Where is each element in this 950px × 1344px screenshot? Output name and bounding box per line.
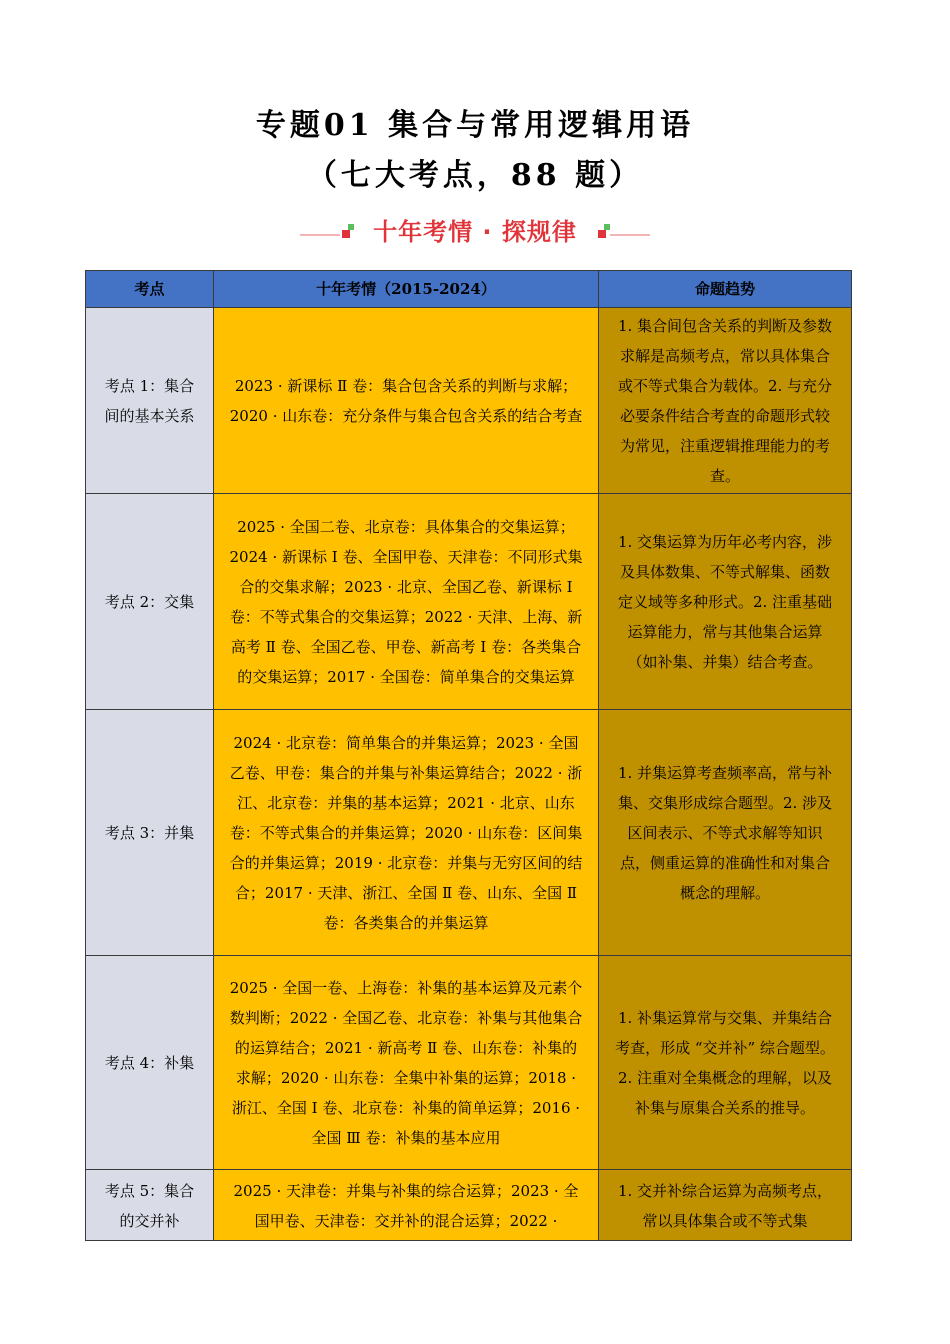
- banner-text: 十年考情 · 探规律: [373, 218, 577, 246]
- table-row: [86, 494, 852, 710]
- cell-history: 2025 · 全国二卷、北京卷：具体集合的交集运算；2024 · 新课标 Ⅰ 卷、全国甲卷、天津卷：不同形式集合的交集求解；2023 · 北京、全国乙卷、新课标 Ⅰ 卷：不等式集合的交集运算；2022 · 天津、上海、新高考 Ⅱ 卷、全国乙卷、甲卷、新高考 Ⅰ 卷：各类集合的交集运算；2017 · 全国卷：简单集合的交集运算: [214, 494, 599, 710]
- cell-point: [86, 1170, 214, 1241]
- cell-point-text: 考点 5：集合的交并补: [104, 1182, 195, 1230]
- cell-trend: 1. 并集运算考查频率高，常与补集、交集形成综合题型。2. 涉及区间表示、不等式求解等知识点，侧重运算的准确性和对集合概念的理解。: [599, 710, 852, 956]
- page-title: 专题01 集合与常用逻辑用语: [255, 108, 695, 143]
- cell-trend-text: 1. 交并补综合运算为高频考点，常以具体集合或不等式集: [617, 1182, 833, 1230]
- banner-square-red-right: [598, 230, 606, 238]
- cell-trend: 1. 集合间包含关系的判断及参数求解是高频考点，常以具体集合或不等式集合为载体。2. 与充分必要条件结合考查的命题形式较为常见，注重逻辑推理能力的考查。: [599, 308, 852, 494]
- table-row: [86, 710, 852, 956]
- table-row: [86, 956, 852, 1170]
- cell-history-text: 2025 · 天津卷：并集与补集的综合运算；2023 · 全国甲卷、天津卷：交并补的混合运算；2022 ·: [233, 1182, 579, 1230]
- table-header-row: [86, 271, 852, 308]
- exam-analysis-table: [85, 270, 852, 1241]
- cell-trend: 1. 补集运算常与交集、并集结合考查，形成 “交并补” 综合题型。2. 注重对全集概念的理解，以及补集与原集合关系的推导。: [599, 956, 852, 1170]
- banner-square-green-right: [604, 224, 610, 230]
- cell-history: 2024 · 北京卷：简单集合的并集运算；2023 · 全国乙卷、甲卷：集合的并集与补集运算结合；2022 · 浙江、北京卷：并集的基本运算；2021 · 北京、山东卷：不等式集合的并集运算；2020 · 山东卷：区间集合的并集运算；2019 · 北京卷：并集与无穷区间的结合；2017 · 天津、浙江、全国 Ⅱ 卷、山东、全国 Ⅱ 卷：各类集合的并集运算: [214, 710, 599, 956]
- cell-point: 考点 2：交集: [86, 494, 214, 710]
- banner-square-red-left: [342, 230, 350, 238]
- table-row: [86, 308, 852, 494]
- cell-trend: [599, 1170, 852, 1241]
- header-history: 十年考情（2015-2024）: [214, 271, 599, 308]
- cell-trend: 1. 交集运算为历年必考内容，涉及具体数集、不等式解集、函数定义域等多种形式。2. 注重基础运算能力，常与其他集合运算（如补集、并集）结合考查。: [599, 494, 852, 710]
- header-trend: 命题趋势: [599, 271, 852, 308]
- header-point: 考点: [86, 271, 214, 308]
- banner-square-green-left: [348, 224, 354, 230]
- page-subtitle: （七大考点，88 题）: [306, 158, 644, 193]
- cell-history: 2023 · 新课标 Ⅱ 卷：集合包含关系的判断与求解；2020 · 山东卷：充分条件与集合包含关系的结合考查: [214, 308, 599, 494]
- cell-point: 考点 4：补集: [86, 956, 214, 1170]
- table-row: [86, 1170, 852, 1241]
- banner-line-left: [300, 234, 340, 236]
- section-banner: [300, 212, 650, 248]
- banner-line-right: [610, 234, 650, 236]
- cell-point: 考点 1：集合间的基本关系: [86, 308, 214, 494]
- cell-history: 2025 · 全国一卷、上海卷：补集的基本运算及元素个数判断；2022 · 全国乙卷、北京卷：补集与其他集合的运算结合；2021 · 新高考 Ⅱ 卷、山东卷：补集的求解；2020 · 山东卷：全集中补集的运算；2018 · 浙江、全国 Ⅰ 卷、北京卷：补集的简单运算；2016 · 全国 Ⅲ 卷：补集的基本应用: [214, 956, 599, 1170]
- cell-history: [214, 1170, 599, 1241]
- cell-point: 考点 3：并集: [86, 710, 214, 956]
